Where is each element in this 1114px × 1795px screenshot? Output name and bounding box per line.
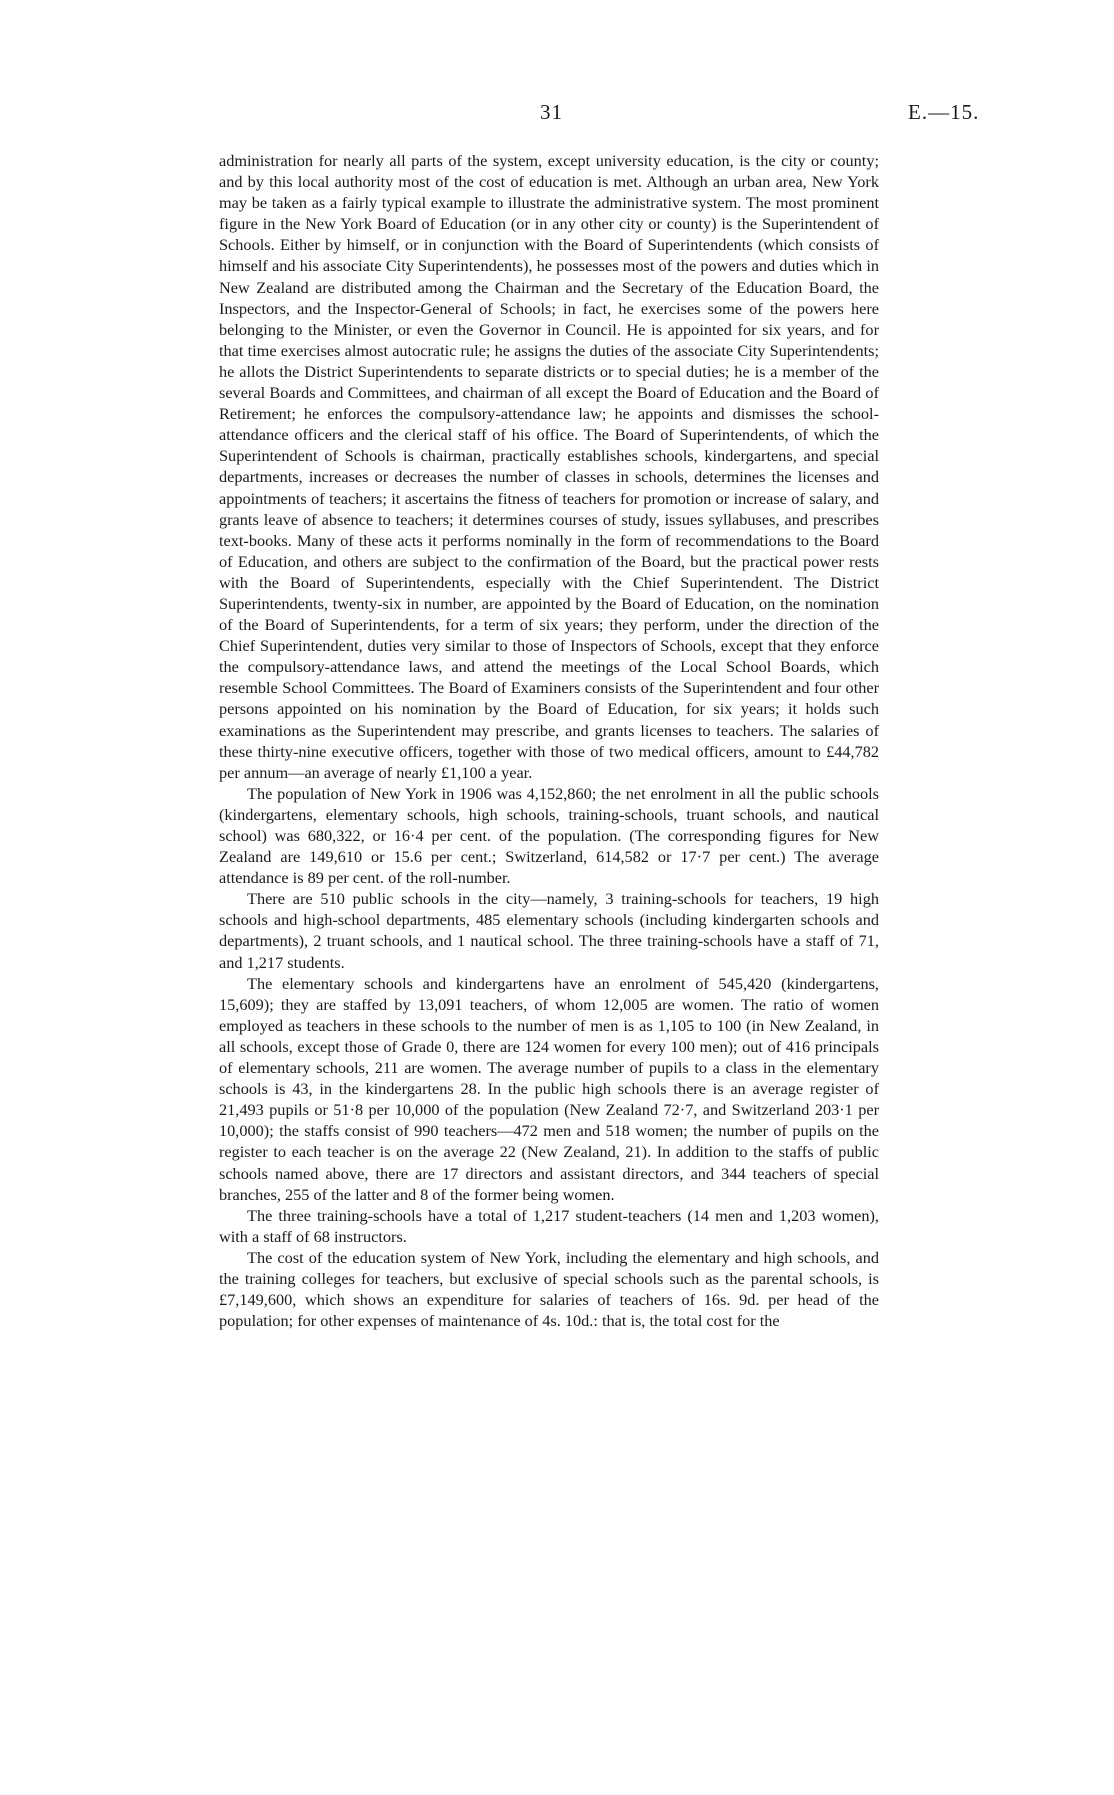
paragraph-elementary-schools: The elementary schools and kindergartens have an enrolment of 545,420 (kindergartens, 15,609); they are staffed by 13,091 teachers, of whom 12,005 are women. The ratio of women employed as teachers in these schools to the number of men is as 1,105 to 100 (in New Zealand, in all schools, except those of Grade 0, there are 124 women for every 100 men); out of 416 principals of elementary schools, 211 are women. The average number of pupils to a class in the elementary schools is 43, in the kindergartens 28. In the public high schools there is an average register of 21,493 pupils or 51·8 per 10,000 of the population (New Zealand 72·7, and Switzerland 203·1 per 10,000); the staffs consist of 990 teachers—472 men and 518 women; the number of pupils on the register to each teacher is on the average 22 (New Zealand, 21). In addition to the staffs of public schools named above, there are 17 directors and assistant directors, and 344 teachers of special branches, 255 of the latter and 8 of the former being women. — [219, 973, 879, 1204]
document-reference: E.—15. — [908, 100, 980, 124]
paragraph-population: The population of New York in 1906 was 4,152,860; the net enrolment in all the public schools (kindergartens, elementary schools, high schools, training-schools, truant schools, and nautical school) was 680,322, or 16·4 per cent. of the population. (The corresponding figures for New Zealand are 149,610 or 15.6 per cent.; Switzerland, 614,582 or 17·7 per cent.) The average attendance is 89 per cent. of the roll-number. — [219, 783, 879, 888]
page-header — [0, 100, 1114, 130]
page-number: 31 — [540, 100, 563, 124]
paragraph-cost: The cost of the education system of New York, including the elementary and high schools, and the training colleges for teachers, but exclusive of special schools such as the parental schools, is £7,149,600, which shows an expenditure for salaries of teachers of 16s. 9d. per head of the population; for other expenses of maintenance of 4s. 10d.: that is, the total cost for the — [219, 1247, 879, 1331]
paragraph-training-schools: The three training-schools have a total of 1,217 student-teachers (14 men and 1,203 women), with a staff of 68 instructors. — [219, 1205, 879, 1246]
paragraph-public-schools: There are 510 public schools in the city—namely, 3 training-schools for teachers, 19 high schools and high-school departments, 485 elementary schools (including kindergarten schools and departments), 2 truant schools, and 1 nautical school. The three training-schools have a staff of 71, and 1,217 students. — [219, 889, 879, 972]
paragraph-administration: administration for nearly all parts of the system, except university education, is the city or county; and by this local authority most of the cost of education is met. Although an urban area, New York may be taken as a fairly typical example to illustrate the administrative system. The most prominent figure in the New York Board of Education (or in any other city or county) is the Superintendent of Schools. Either by himself, or in conjunction with the Board of Superintendents (which consists of himself and his associate City Superintendents), he possesses most of the powers and duties which in New Zealand are distributed among the Chairman and the Secretary of the Education Board, the Inspectors, and the Inspector-General of Schools; in fact, he exercises some of the powers here belonging to the Minister, or even the Governor in Council. He is appointed for six years, and for that time exercises almost autocratic rule; he assigns the duties of the associate City Superintendents; he allots the District Superintendents to separate districts or to special duties; he is a member of the several Boards and Committees, and chairman of all except the Board of Education and the Board of Retirement; he enforces the compulsory-attendance law; he appoints and dismisses the school-attendance officers and the clerical staff of his office. The Board of Superintendents, of which the Superintendent of Schools is chairman, practically establishes schools, kindergartens, and special departments, increases or decreases the number of classes in schools, determines the licenses and appointments of teachers; it ascertains the fitness of teachers for promotion or increase of salary, and grants leave of absence to teachers; it determines courses of study, issues syllabuses, and prescribes text-books. Many of these acts it performs nominally in the form of recommendations to the Board of Education, and others are subject to the confirmation of the Board, but the practical power rests with the Board of Superintendents, especially with the Chief Superintendent. The District Superintendents, twenty-six in number, are appointed by the Board of Education, on the nomination of the Board of Superintendents, for a term of six years; they perform, under the direction of the Chief Superintendent, duties very similar to those of Inspectors of Schools, except that they enforce the compulsory-attendance laws, and attend the meetings of the Local School Boards, which resemble School Committees. The Board of Examiners consists of the Superintendent and four other persons appointed on his nomination by the Board of Education, for six years; it holds such examinations as the Superintendent may prescribe, and grants licenses to teachers. The salaries of these thirty-nine executive officers, together with those of two medical officers, amount to £44,782 per annum—an average of nearly £1,100 a year. — [219, 151, 879, 782]
body-text — [219, 150, 879, 1331]
